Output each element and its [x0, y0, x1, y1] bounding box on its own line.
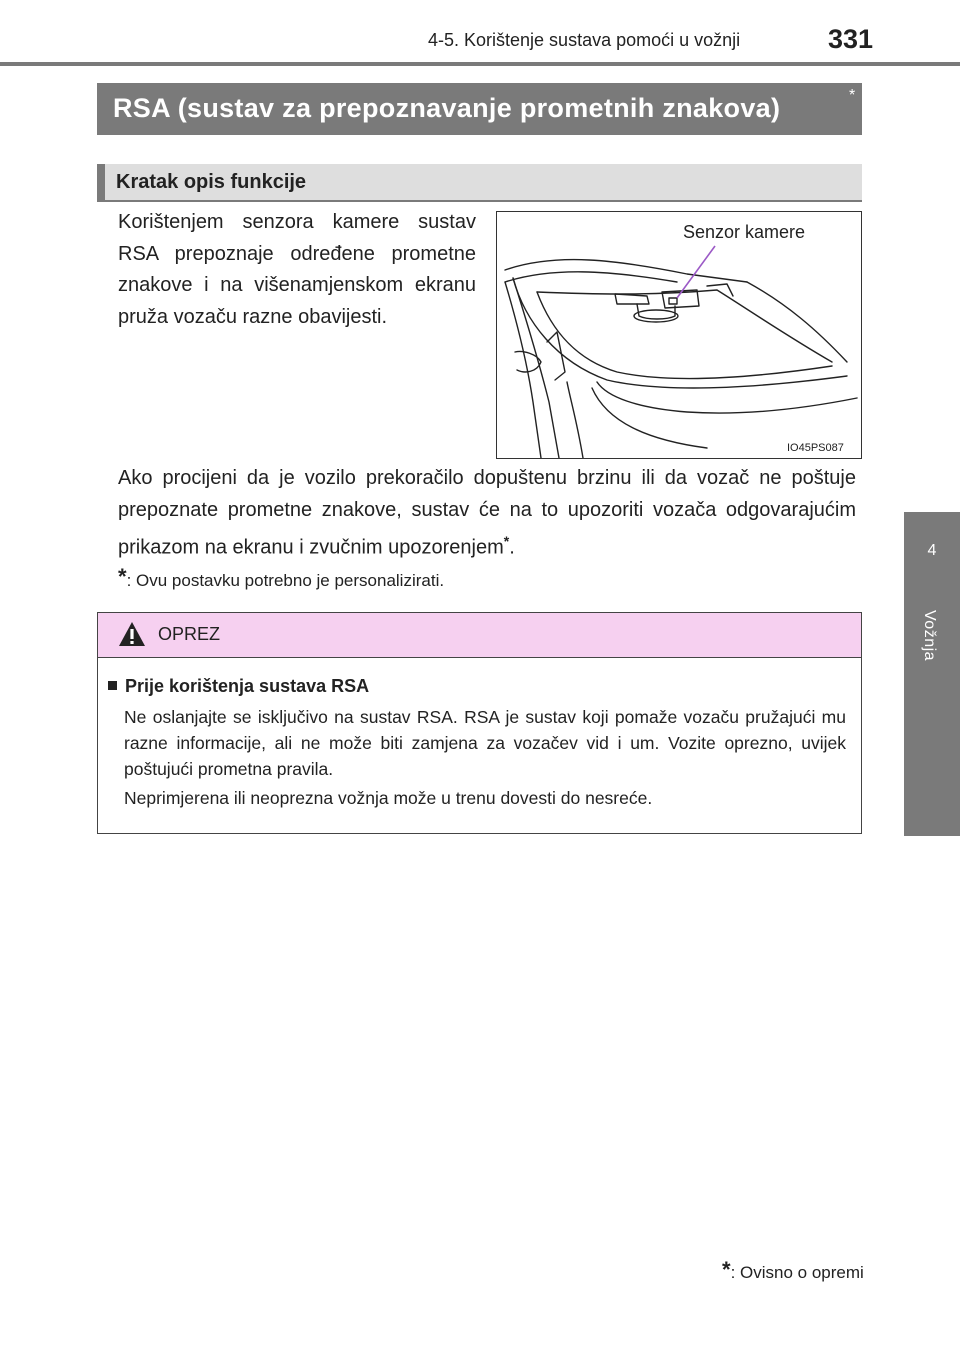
page-footnote-marker: *	[722, 1257, 731, 1282]
page-number: 331	[828, 24, 874, 54]
intro-paragraph: Korištenjem senzora kamere sustav RSA prepoznaje određene prometne znakove i na višenamjenskom ekranu pruža vozaču razne obavijesti.	[118, 211, 476, 328]
page-footnote-text: : Ovisno o opremi	[730, 1263, 864, 1282]
caution-paragraph-2: Neprimjerena ili neoprezna vožnja može u trenu dovesti do nesreće.	[124, 788, 653, 808]
caution-subheading	[108, 676, 369, 697]
caution-title: OPREZ	[158, 624, 221, 644]
figure-callout-label: Senzor kamere	[683, 222, 806, 242]
bullet-square-icon	[108, 681, 117, 690]
caution-box	[97, 612, 862, 834]
equipment-footnote	[722, 1258, 864, 1284]
caution-paragraph-1: Ne oslanjajte se isključivo na sustav RSA. RSA je sustav koji pomaže vozaču pružajući mu razne informacije, ali ne može biti zamjena za vozačev vid i um. Vozite oprezno, uvijek poštujući prometna pravila.	[124, 707, 846, 779]
personalization-footnote	[118, 566, 444, 592]
paragraph-text: Ako procijeni da je vozilo prekoračilo dopuštenu brzinu ili da vozač ne poštuje prepoznate prometne znakove, sustav će na to upozoriti vozača odgovarajućim prikazom na ekranu i zvučnim upozorenjem	[118, 467, 856, 559]
subsection-heading	[97, 164, 862, 202]
windshield-camera-figure	[496, 211, 862, 459]
warning-triangle-icon	[118, 621, 146, 647]
caution-subheading-text: Prije korištenja sustava RSA	[125, 676, 370, 696]
footnote-marker: *	[118, 564, 127, 589]
footnote-text: : Ovu postavku potrebno je personalizirati.	[126, 571, 445, 590]
running-header-section: 4-5. Korištenje sustava pomoći u vožnji	[428, 30, 741, 50]
title-optional-marker: *	[849, 87, 856, 104]
section-title-band	[97, 83, 862, 135]
chapter-tab	[904, 512, 960, 596]
section-title: RSA (sustav za prepoznavanje prometnih znakova)	[113, 93, 781, 123]
chapter-label: Vožnja	[921, 610, 938, 662]
windshield-camera-illustration	[497, 212, 862, 459]
personalization-marker: *	[503, 533, 510, 549]
caution-header	[98, 613, 861, 658]
subsection-heading-text: Kratak opis funkcije	[116, 171, 307, 193]
chapter-number: 4	[927, 542, 937, 559]
figure-code: IO45PS087	[787, 442, 844, 454]
chapter-side-label	[904, 596, 960, 836]
subsection-accent	[97, 164, 105, 200]
header-rule	[0, 62, 960, 66]
paragraph-period: .	[509, 536, 515, 559]
warning-description-paragraph	[118, 463, 856, 564]
